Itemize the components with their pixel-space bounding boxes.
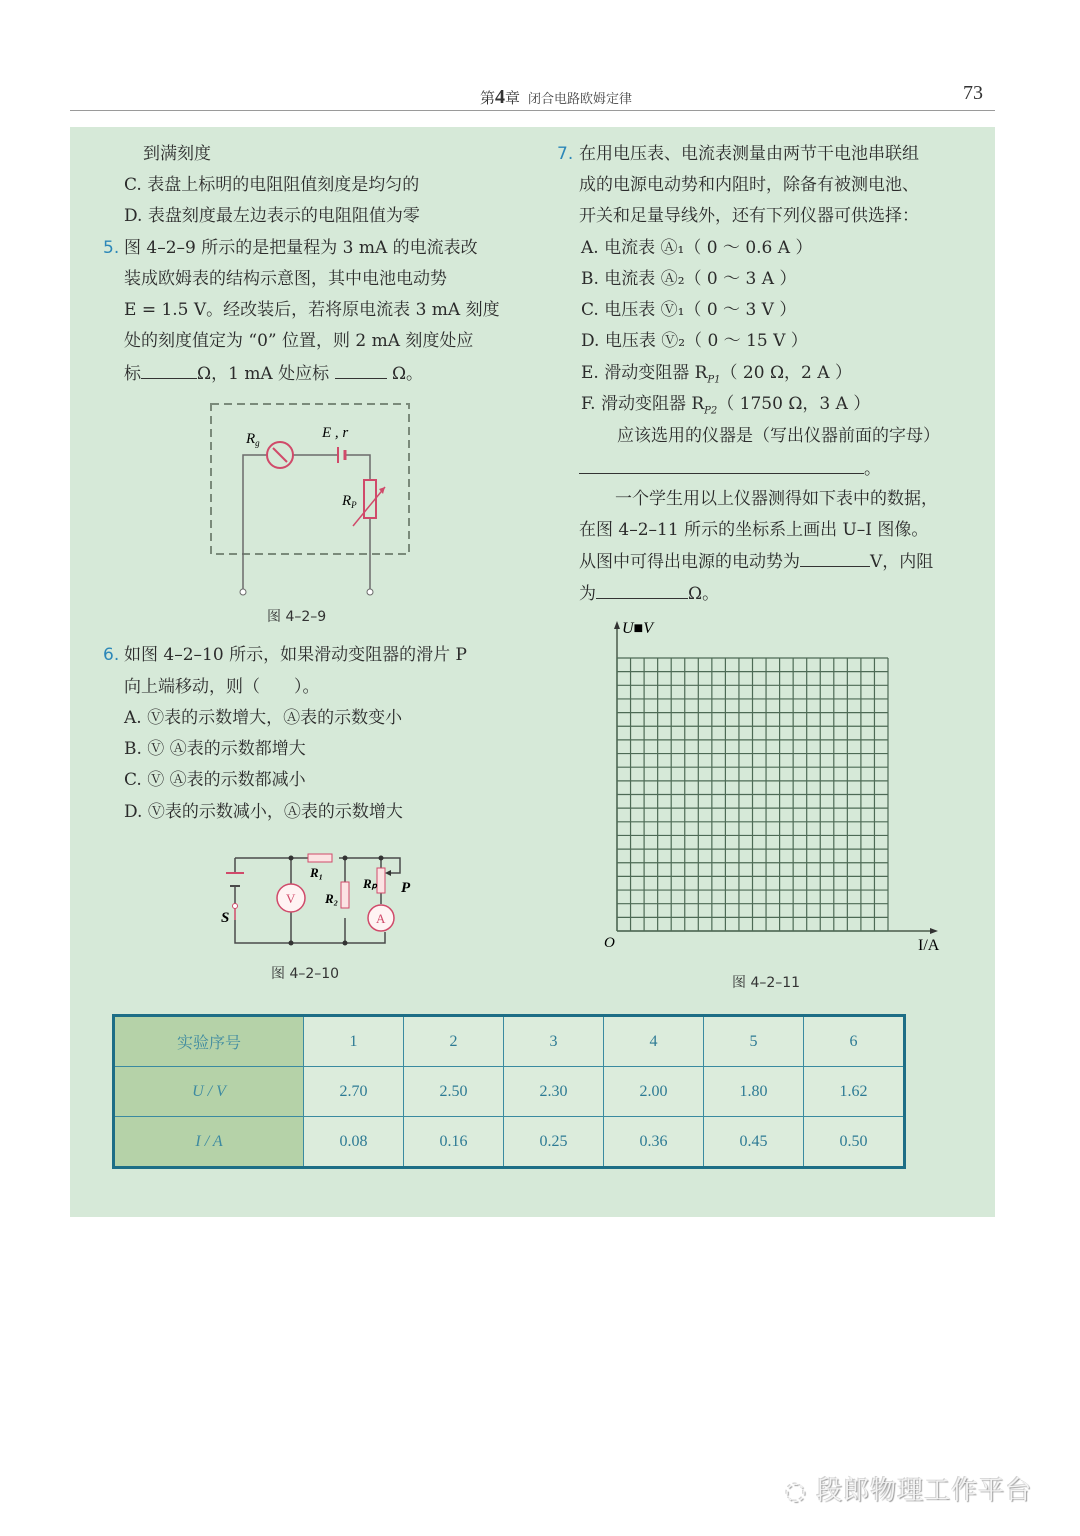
ammeter-label: A [376,911,386,926]
q4-continuation: 到满刻度 [143,144,211,164]
q7-line-3: 开关和足量导线外，还有下列仪器可供选择： [579,206,919,226]
table-row-trial [114,1016,905,1067]
label-p: P [401,880,411,896]
q7-option-e-text: E. 滑动变阻器 R [581,363,708,383]
q7-option-b: B. 电流表 Ⓐ₂（ 0 ～ 3 A ） [581,269,797,289]
label-s: S [221,910,230,926]
watermark [785,1470,1032,1507]
q7-option-a: A. 电流表 Ⓐ₁（ 0 ～ 0.6 A ） [581,238,813,258]
terminal-left [240,589,246,595]
table-cell: 6 [804,1016,905,1067]
q6-line-1: 如图 4–2–10 所示，如果滑动变阻器的滑片 P [124,645,467,665]
row-header-current: I / A [114,1117,304,1168]
wechat-icon: ◌ [785,1477,807,1505]
table-cell: 3 [504,1016,604,1067]
q4-option-c: C. 表盘上标明的电阻阻值刻度是均匀的 [124,175,420,195]
q5-line-3: E = 1.5 V。经改装后，若将原电流表 3 mA 刻度 [124,300,500,320]
q7-line-7: 在图 4–2–11 所示的坐标系上画出 U–I 图像。 [579,520,929,540]
q5-text-a: 标 [124,364,141,384]
q5-line-1: 图 4–2–9 所示的是把量程为 3 mA 的电流表改 [124,238,478,258]
terminal-right [367,589,373,595]
q5-text-b: Ω，1 mA 处应标 [197,364,330,384]
table-row-voltage [114,1067,905,1117]
q7-period: 。 [864,459,881,479]
q5-blank-2[interactable] [335,362,387,379]
label-rg: $R_g$ [246,431,260,448]
table-cell: 1 [304,1016,404,1067]
label-r1: R₁ [310,865,324,880]
label-r2: R₂ [325,891,339,906]
q6-option-d[interactable]: D. Ⓥ表的示数减小，Ⓐ表的示数增大 [124,802,403,822]
q7-text-ohm: Ω。 [688,584,720,604]
table-row-current [114,1117,905,1168]
q7-line-1: 在用电压表、电流表测量由两节干电池串联组 [579,144,919,164]
table-cell: 1.80 [704,1067,804,1117]
q7-text-emf: 从图中可得出电源的电动势为 [579,552,800,572]
table-cell: 5 [704,1016,804,1067]
figure-4-2-10-caption: 图 4–2–10 [271,966,340,982]
chapter-heading [480,86,632,109]
q7-option-f-sub: P2 [704,405,718,417]
q7-option-f-rest: （ 1750 Ω，3 A ） [717,394,871,414]
q6-option-b[interactable]: B. Ⓥ Ⓐ表的示数都增大 [124,739,306,759]
table-cell: 0.36 [604,1117,704,1168]
resistor-r1-icon [308,854,332,862]
page-header [70,80,995,111]
q5-line-2: 装成欧姆表的结构示意图，其中电池电动势 [124,269,447,289]
table-cell: 2.30 [504,1067,604,1117]
x-axis-label: I/A [918,937,940,954]
rheostat-arrow [353,487,385,526]
label-er: E , r [322,425,349,441]
chapter-title: 闭合电路欧姆定律 [528,92,633,107]
q5-line-4: 处的刻度值定为 “0” 位置，则 2 mA 刻度处应 [124,331,474,351]
table-cell: 2.00 [604,1067,704,1117]
slider-p-arrow [385,870,391,876]
q6-number: 6. [103,645,120,665]
q7-option-c: C. 电压表 Ⓥ₁（ 0 ～ 3 V ） [581,300,797,320]
q7-emf-blank[interactable] [800,550,870,567]
table-cell: 2.50 [404,1067,504,1117]
chapter-suffix: 章 [505,89,521,107]
row-header-voltage: U / V [114,1067,304,1117]
q7-line-5 [579,457,881,480]
q7-line-9 [579,582,719,605]
q7-line-4: 应该选用的仪器是（写出仪器前面的字母） [617,426,940,446]
galvanometer-needle [273,448,287,462]
q5-number: 5. [103,238,120,258]
q7-line-8 [579,550,933,573]
figure-4-2-11-caption: 图 4–2–11 [732,975,801,991]
q7-option-f [581,393,870,422]
table-cell: 0.16 [404,1117,504,1168]
q5-text-c: Ω。 [391,364,424,384]
y-axis-label: U■V [622,620,653,637]
q5-line-5 [124,362,423,385]
resistor-r2-icon [341,882,349,908]
q7-resistance-blank[interactable] [596,582,688,599]
chapter-number: 4 [495,86,506,108]
label-rp: $R_P$ [342,493,357,510]
table-cell: 0.45 [704,1117,804,1168]
q7-option-e-rest: （ 20 Ω，2 A ） [720,363,852,383]
q7-line-6: 一个学生用以上仪器测得如下表中的数据， [615,489,938,509]
q7-option-e [581,362,852,391]
table-cell: 4 [604,1016,704,1067]
q6-option-a[interactable]: A. Ⓥ表的示数增大，Ⓐ表的示数变小 [124,708,403,728]
label-rp: Rₚ [363,876,378,891]
q7-option-d: D. 电压表 Ⓥ₂（ 0 ～ 15 V ） [581,331,808,351]
q7-line-2: 成的电源电动势和内阻时，除备有被测电池、 [579,175,919,195]
switch-contact [233,904,238,909]
figure-4-2-9 [200,395,430,605]
table-cell: 0.50 [804,1117,905,1168]
origin-label: O [604,935,615,951]
grid-lines [617,658,888,931]
y-axis-arrow [614,621,620,629]
table-cell: 2 [404,1016,504,1067]
dashed-enclosure [211,404,409,554]
chapter-prefix: 第 [480,89,496,107]
wire-top-right [346,455,370,480]
row-header-trial: 实验序号 [114,1016,304,1067]
table-cell: 0.08 [304,1117,404,1168]
table-cell: 2.70 [304,1067,404,1117]
x-axis-arrow [930,928,938,934]
q4-option-d: D. 表盘刻度最左边表示的电阻阻值为零 [124,206,420,226]
q7-number: 7. [557,144,574,164]
q7-text-resistance: V，内阻 [870,552,934,572]
q6-line-2: 向上端移动，则（ ）。 [124,677,320,697]
page-number: 73 [963,82,983,104]
q7-answer-blank[interactable] [579,457,864,474]
table-cell: 0.25 [504,1117,604,1168]
q7-text-wei: 为 [579,584,596,604]
q7-option-f-text: F. 滑动变阻器 R [581,394,705,414]
voltmeter-label: V [286,891,296,906]
table-cell: 1.62 [804,1067,905,1117]
q6-option-c[interactable]: C. Ⓥ Ⓐ表的示数都减小 [124,770,306,790]
figure-4-2-11 [598,615,958,960]
q5-blank-1[interactable] [141,362,197,379]
rheostat-rp-icon [377,868,385,893]
figure-4-2-9-caption: 图 4–2–9 [267,609,327,625]
wire-left [243,455,267,592]
watermark-text: 段郎物理工作平台 [816,1476,1033,1506]
data-table [112,1014,906,1169]
q7-option-e-sub: P1 [707,374,721,386]
figure-4-2-10 [215,848,415,948]
